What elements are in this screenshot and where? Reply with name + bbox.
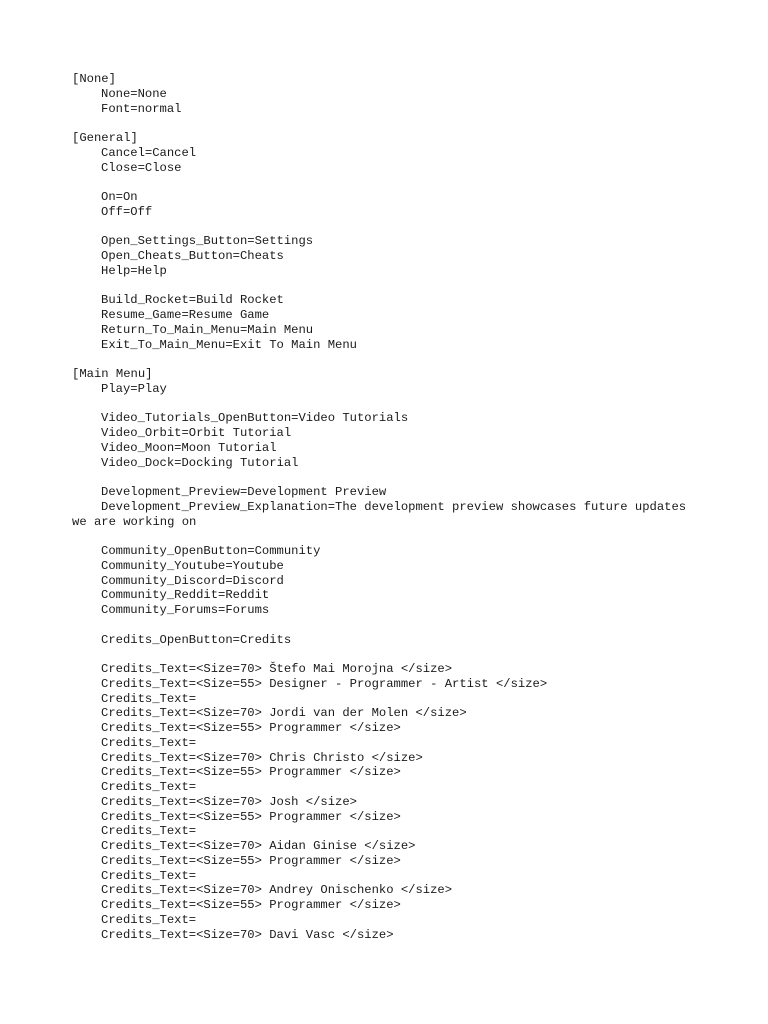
config-line: Open_Settings_Button=Settings [101, 234, 314, 249]
config-line: Credits_Text= [101, 735, 197, 750]
config-line: Credits_Text=<Size=70> Andrey Onischenko </size> [101, 883, 453, 898]
config-line: Off=Off [101, 204, 153, 219]
config-line: Credits_Text=<Size=70> Davi Vasc </size> [101, 927, 394, 942]
config-line: Development_Preview=Development Preview [101, 485, 387, 499]
blank-line [72, 647, 692, 662]
config-line: Cancel=Cancel [101, 145, 197, 160]
config-line: Credits_Text=<Size=55> Programmer </size> [101, 898, 401, 912]
config-line: Credits_Text= [101, 691, 197, 706]
config-line: Video_Moon=Moon Tutorial [101, 440, 277, 455]
config-line: Return_To_Main_Menu=Main Menu [101, 322, 314, 337]
config-line: Credits_Text=<Size=55> Programmer </size> [101, 721, 401, 735]
config-line: Credits_Text=<Size=70> Jordi van der Molen </size> [101, 706, 467, 721]
section-header: [Main Menu] [72, 367, 153, 381]
config-line: Credits_Text=<Size=55> Programmer </size> [101, 765, 401, 780]
blank-line [72, 470, 692, 485]
config-line: On=On [101, 190, 138, 204]
blank-line [72, 529, 692, 544]
blank-line [72, 279, 692, 294]
config-line: Credits_Text= [101, 868, 197, 883]
config-line: Video_Tutorials_OpenButton=Video Tutorials [101, 411, 409, 426]
config-line: None=None [101, 86, 167, 101]
config-line: Community_Youtube=Youtube [101, 558, 284, 573]
config-line: Development_Preview_Explanation=The development preview showcases future updates we are working on [72, 499, 687, 529]
blank-line [72, 397, 692, 412]
blank-line [72, 175, 692, 190]
config-line: Open_Cheats_Button=Cheats [101, 249, 284, 263]
config-line: Community_OpenButton=Community [101, 544, 321, 558]
config-line: Credits_Text=<Size=70> Aidan Ginise </size> [101, 839, 416, 853]
document-body [72, 72, 692, 942]
config-line: Close=Close [101, 160, 182, 175]
config-line: Community_Discord=Discord [101, 573, 284, 588]
blank-line [72, 352, 692, 367]
config-line: Community_Forums=Forums [101, 603, 270, 617]
config-line: Exit_To_Main_Menu=Exit To Main Menu [101, 337, 357, 352]
blank-line [72, 116, 692, 131]
config-line: Credits_Text= [101, 780, 197, 794]
config-line: Credits_Text=<Size=55> Programmer </size> [101, 853, 401, 868]
config-line: Credits_Text=<Size=55> Programmer </size> [101, 809, 401, 824]
config-line: Resume_Game=Resume Game [101, 308, 270, 322]
config-line: Font=normal [101, 101, 182, 116]
config-line: Play=Play [101, 381, 167, 396]
config-line: Help=Help [101, 263, 167, 278]
blank-line [72, 618, 692, 633]
config-line: Build_Rocket=Build Rocket [101, 293, 284, 308]
config-line: Credits_Text=<Size=70> Chris Christo </size> [101, 750, 423, 765]
config-line: Credits_Text= [101, 912, 197, 927]
config-line: Credits_OpenButton=Credits [101, 632, 292, 647]
config-line: Credits_Text= [101, 824, 197, 839]
config-line: Credits_Text=<Size=70> Josh </size> [101, 794, 357, 809]
blank-line [72, 220, 692, 235]
config-line: Credits_Text=<Size=55> Designer - Programmer - Artist </size> [101, 676, 548, 691]
config-line: Video_Dock=Docking Tutorial [101, 455, 299, 470]
section-header: [General] [72, 131, 138, 145]
section-header: [None] [72, 72, 116, 86]
config-line: Credits_Text=<Size=70> Štefo Mai Morojna </size> [101, 662, 453, 676]
config-line: Community_Reddit=Reddit [101, 588, 270, 603]
config-line: Video_Orbit=Orbit Tutorial [101, 426, 292, 440]
